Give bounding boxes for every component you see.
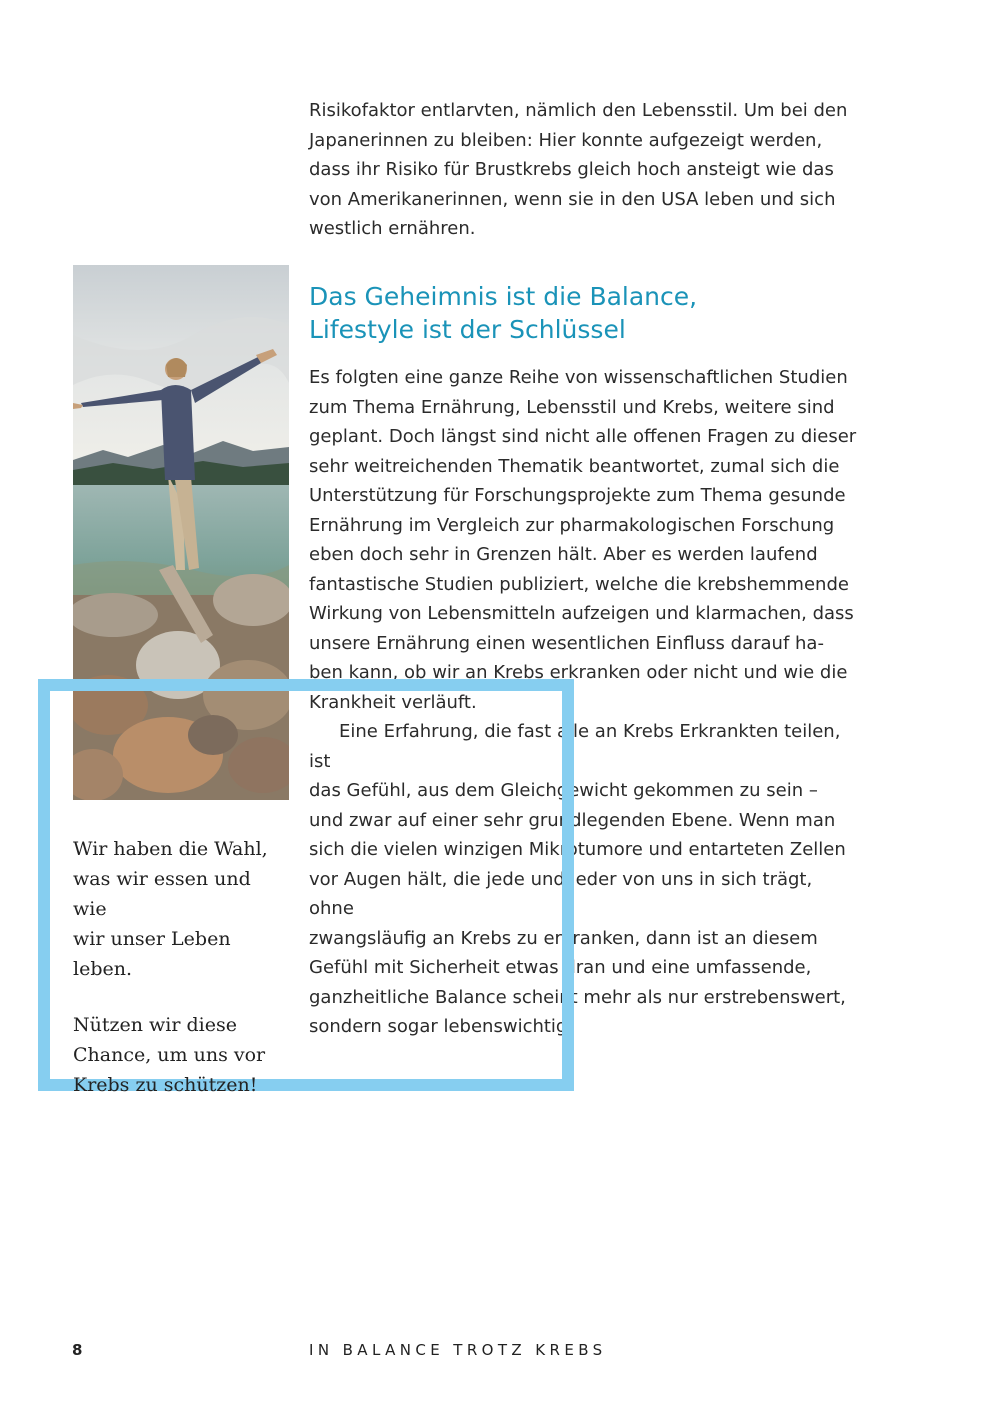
- text-line: zum Thema Ernährung, Lebensstil und Krebs, weitere sind: [309, 396, 835, 418]
- text-line: Krankheit verläuft.: [309, 691, 477, 713]
- text-line: sehr weitreichenden Thematik beantwortet, zumal sich die: [309, 455, 840, 477]
- text-line: Gefühl mit Sicherheit etwas dran und eine umfassende,: [309, 957, 812, 978]
- text-line: ganzheitliche Balance scheint mehr als nur erstrebenswert,: [309, 986, 846, 1008]
- section-heading: [309, 280, 829, 346]
- body-text: [309, 363, 857, 1042]
- text-line: Japanerinnen zu bleiben: Hier konnte aufgezeigt werden,: [309, 129, 823, 151]
- text-line: Chance, um uns vor: [73, 1044, 266, 1066]
- text-line: zwangsläufig an Krebs zu erkranken, dann ist an diesem: [309, 927, 818, 949]
- text-line: sondern sogar lebenswichtig.: [309, 1016, 574, 1037]
- text-line: fantastische Studien publiziert, welche die krebshemmende: [309, 573, 849, 595]
- text-line: Krebs zu schützen!: [73, 1074, 258, 1096]
- text-line: Ernährung im Vergleich zur pharmakologischen Forschung: [309, 514, 835, 536]
- text-line: Unterstützung für Forschungsprojekte zum Thema gesunde: [309, 485, 846, 506]
- text-line: Es folgten eine ganze Reihe von wissenschaftlichen Studien: [309, 367, 848, 388]
- text-line: Nützen wir diese: [73, 1014, 237, 1036]
- text-line: eben doch sehr in Grenzen hält. Aber es werden laufend: [309, 544, 818, 565]
- body-paragraph: [309, 363, 857, 717]
- text-line: geplant. Doch längst sind nicht alle offenen Fragen zu dieser: [309, 426, 857, 447]
- text-line: dass ihr Risiko für Brustkrebs gleich hoch ansteigt wie das: [309, 159, 834, 180]
- body-paragraph: [309, 717, 857, 1042]
- text-line: westlich ernähren.: [309, 218, 476, 239]
- text-line: Wirkung von Lebensmitteln aufzeigen und klarmachen, dass: [309, 603, 854, 624]
- text-line: unsere Ernährung einen wesentlichen Einfluss darauf ha-: [309, 632, 824, 654]
- text-line: das Gefühl, aus dem Gleichgewicht gekommen zu sein –: [309, 780, 818, 801]
- page-number: 8: [72, 1341, 83, 1359]
- text-line: sich die vielen winzigen Mikrotumore und entarteten Zellen: [309, 839, 846, 860]
- intro-paragraph: [309, 96, 857, 244]
- text-line: was wir essen und wie: [73, 868, 251, 920]
- text-line: Risikofaktor entlarvten, nämlich den Lebensstil. Um bei den: [309, 100, 848, 121]
- text-line: und zwar auf einer sehr grundlegenden Ebene. Wenn man: [309, 809, 836, 831]
- lake-balance-photo: [73, 265, 289, 800]
- text-line: vor Augen hält, die jede und jeder von uns in sich trägt, ohne: [309, 868, 813, 919]
- pull-quote: [73, 834, 288, 1126]
- running-title: IN BALANCE TROTZ KREBS: [309, 1341, 607, 1359]
- quote-paragraph: [73, 1010, 288, 1100]
- text-line: wir unser Leben leben.: [73, 928, 231, 980]
- text-line: Wir haben die Wahl,: [73, 838, 268, 860]
- text-line: ben kann, ob wir an Krebs erkranken oder nicht und wie die: [309, 662, 848, 683]
- section-heading-line: Das Geheimnis ist die Balance,: [309, 282, 698, 311]
- quote-paragraph: [73, 834, 288, 984]
- section-heading-line: Lifestyle ist der Schlüssel: [309, 315, 626, 344]
- text-line: von Amerikanerinnen, wenn sie in den USA leben und sich: [309, 188, 836, 210]
- text-line: Eine Erfahrung, die fast alle an Krebs Erkrankten teilen, ist: [309, 721, 841, 772]
